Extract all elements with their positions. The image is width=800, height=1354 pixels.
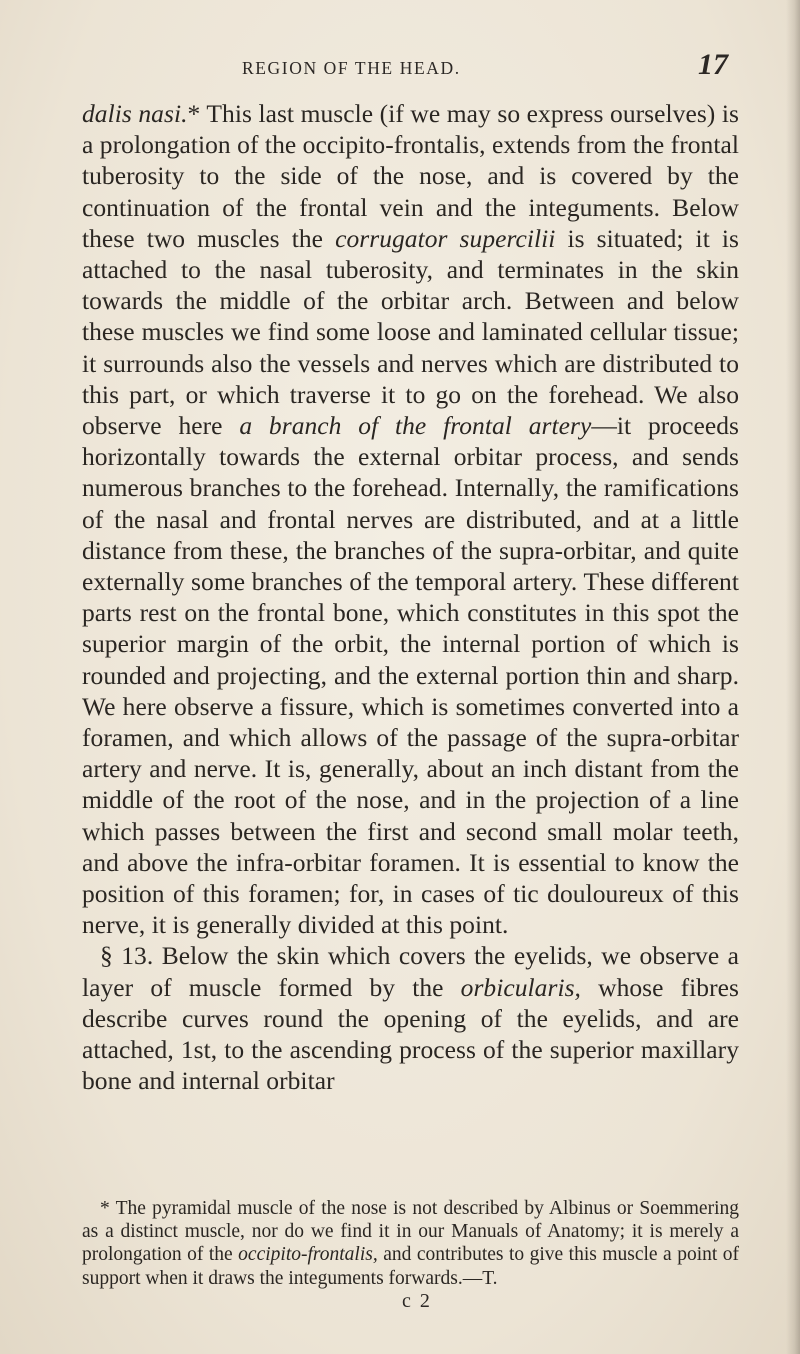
running-head (200, 48, 740, 98)
signature-mark: c 2 (402, 1290, 432, 1312)
running-head-title: REGION OF THE HEAD. (242, 58, 461, 78)
paragraph-1-text-a: * This last muscle (if we may so express ourselves) is a prolongation of the occipito-frontalis, extends from the frontal tuberosity to the side of the nose, and is covered by the continuation of the frontal vein and the integuments. Below these two muscles the (82, 99, 739, 253)
latin-term-dalis-nasi: dalis nasi. (82, 99, 188, 128)
latin-term-corrugator: corrugator supercilii (335, 223, 556, 253)
body-text (82, 98, 739, 1097)
paragraph-2-text-a: § 13. Below the skin which covers the eyelids, we observe a layer of muscle formed by the (82, 941, 739, 1002)
footnote-text-b: and contributes to give this muscle a point of support when it draws the integuments forwards.—T. (82, 1244, 740, 1289)
footnote-text (82, 1197, 739, 1290)
italic-frontal-artery: a branch of the frontal artery (239, 411, 592, 441)
footnote (82, 1197, 739, 1290)
footnote-text-a: * The pyramidal muscle of the nose is not described by Albinus or Soemmering as a distinct muscle, nor do we find it in our Manuals of Anatomy; it is merely a prolongation of the (82, 1198, 739, 1266)
latin-term-orbicularis: orbicularis, (460, 972, 581, 1002)
paragraph-1-text-b: is situated; it is attached to the nasal tuberosity, and terminates in the skin towards the middle of the orbitar arch. Between and below these muscles we find some loose and laminated cellular tissue; it surrounds also the vessels and nerves which are distributed to this part, or which traverse it to go on the forehead. We also observe here (82, 223, 739, 441)
page-edge-shadow (786, 0, 800, 1354)
paragraph-1 (82, 98, 739, 940)
paragraph-1-text-c: —it proceeds horizontally towards the external orbitar process, and sends numerous branches to the forehead. Internally, the ramifications of the nasal and frontal nerves are distributed, and at a little distance from these, the branches of the supra-orbitar, and quite externally some branches of the temporal artery. These different parts rest on the frontal bone, which constitutes in this spot the superior margin of the orbit, the internal portion of which is rounded and projecting, and the external portion thin and sharp. We here observe a fissure, which is sometimes converted into a foramen, and which allows of the passage of the supra-orbitar artery and nerve. It is, generally, about an inch distant from the middle of the root of the nose, and in the projection of a line which passes between the first and second small molar teeth, and above the infra-orbitar foramen. It is essential to know the position of this foramen; for, in cases of tic douloureux of this nerve, it is generally divided at this point. (82, 411, 739, 940)
latin-term-occipito-frontalis: occipito-frontalis, (238, 1244, 378, 1266)
paragraph-section-13 (82, 940, 739, 1096)
page-number: 17 (698, 48, 728, 81)
paragraph-2-text-b: whose fibres describe curves round the opening of the eyelids, and are attached, 1st, to the ascending process of the superior maxillary bone and internal orbitar (82, 972, 739, 1096)
